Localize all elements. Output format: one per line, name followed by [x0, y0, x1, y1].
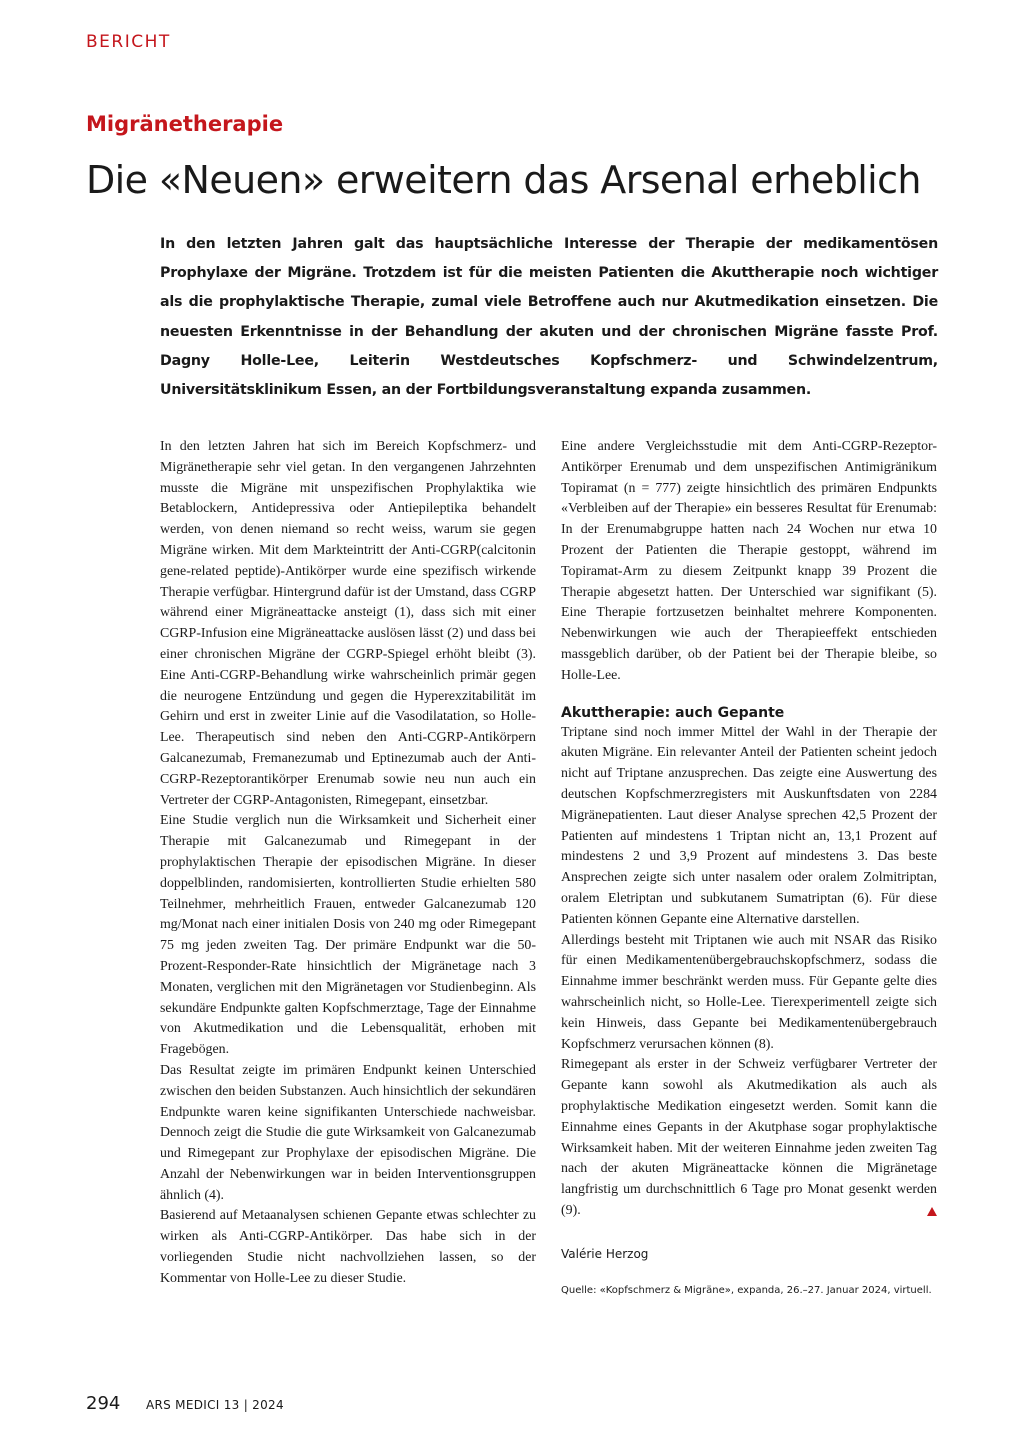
- body-paragraph-text: Rimegepant als erster in der Schweiz verfügbarer Vertreter der Gepante kann sowohl als Akutmedikation als auch als prophylaktische Medikation eingesetzt werden. Somit kann die Einnahme eines Gepants in der Akutphase sogar prophylaktische Wirksamkeit haben. Mit der weiteren Einnahme jeden zweiten Tag nach der akuten Migräneattacke können die Migränetage langfristig um durchschnittlich 6 Tage pro Monat gesenkt werden (9).: [561, 1057, 937, 1218]
- page-number: 294: [86, 1393, 121, 1414]
- body-column-right: [561, 437, 937, 1298]
- journal-issue: ARS MEDICI 13 | 2024: [146, 1398, 284, 1412]
- author-name: Valérie Herzog: [561, 1246, 649, 1261]
- body-paragraph: In den letzten Jahren hat sich im Bereich Kopfschmerz- und Migränetherapie sehr viel getan. In den vergangenen Jahrzehnten musste die Migräne mit unspezifischen Prophylaktika wie Betablockern, Antidepressiva oder Antiepileptika behandelt werden, von denen niemand so recht weiss, warum sie gegen Migräne wirken. Mit dem Markteintritt der Anti-CGRP(calcitonin gene-related peptide)-Antikörper wurde eine spezifisch wirkende Therapie verfügbar. Hintergrund dafür ist der Umstand, dass CGRP während einer Migräneattacke ansteigt (1), dass sich mit einer CGRP-Infusion eine Migräneattacke auslösen lässt (2) und dass bei einer chronischen Migräne der CGRP-Spiegel erhöht bleibt (3). Eine Anti-CGRP-Behandlung wirke wahrscheinlich primär gegen die neurogene Entzündung und gegen die Hyperexzitabilität im Gehirn und erst in zweiter Linie auf die Vasodilatation, so Holle-Lee. Therapeutisch sind neben den Anti-CGRP-Antikörpern Galcanezumab, Fremanezumab und Eptinezumab auch der Anti-CGRP-Rezeptorantikörper Erenumab sowie neu nun auch ein Vertreter der CGRP-Antagonisten, Rimegepant, einsetzbar.: [160, 439, 536, 808]
- article-lead: In den letzten Jahren galt das hauptsächliche Interesse der Therapie der medikamentösen Prophylaxe der Migräne. Trotzdem ist für die meisten Patienten die Akuttherapie noch wichtiger als die prophylaktische Therapie, zumal viele Betroffene auch nur Akutmedikation einsetzen. Die neuesten Erkenntnisse in der Behandlung der akuten und der chronischen Migräne fasste Prof. Dagny Holle-Lee, Leiterin Westdeutsches Kopfschmerz- und Schwindelzentrum, Universitätsklinikum Essen, an der Fortbildungsveranstaltung expanda zusammen.: [160, 236, 938, 399]
- body-paragraph: Basierend auf Metaanalysen schienen Gepante etwas schlechter zu wirken als Anti-CGRP-Antikörper. Das habe sich in der vorliegenden Studie nicht nachvollziehen lassen, so der Kommentar von Holle-Lee zu dieser Studie.: [160, 1208, 536, 1286]
- body-column-left: [160, 437, 536, 1290]
- body-paragraph: Allerdings besteht mit Triptanen wie auch mit NSAR das Risiko für einen Medikamentenübergebrauchskopfschmerz, sodass die Einnahme immer beschränkt werden muss. Für Gepante gelte dies wahrscheinlich nicht, so Holle-Lee. Tierexperimentell zeigte sich kein Hinweis, dass Gepante bei Medikamentenübergebrauch Kopfschmerz verursachen können (8).: [561, 932, 937, 1052]
- article-kicker: Migränetherapie: [86, 112, 284, 136]
- section-subheading: Akuttherapie: auch Gepante: [561, 704, 785, 721]
- section-label: BERICHT: [86, 32, 171, 52]
- body-paragraph: Das Resultat zeigte im primären Endpunkt keinen Unterschied zwischen den beiden Substanzen. Auch hinsichtlich der sekundären Endpunkte waren keine signifikanten Unterschiede nachweisbar. Dennoch zeigt die Studie die gute Wirksamkeit von Galcanezumab und Rimegepant zur Prophylaxe der episodischen Migräne. Die Anzahl der Nebenwirkungen war in beiden Interventionsgruppen ähnlich (4).: [160, 1062, 536, 1203]
- body-paragraph: Eine Studie verglich nun die Wirksamkeit und Sicherheit einer Therapie mit Galcanezumab und Rimegepant in der prophylaktischen Therapie der episodischen Migräne. In dieser doppelblinden, randomisierten, kontrollierten Studie erhielten 580 Teilnehmer, mehrheitlich Frauen, entweder Galcanezumab 120 mg/Monat nach einer initialen Dosis von 240 mg oder Rimegepant 75 mg jeden zweiten Tag. Der primäre Endpunkt war die 50-Prozent-Responder-Rate hinsichtlich der Migränetage nach 3 Monaten, verglichen mit den Migränetagen vor Studienbeginn. Als sekundäre Endpunkte galten Kopfschmerztage, Tage der Einnahme von Akutmedikation und die Lebensqualität, erhoben mit Fragebögen.: [160, 813, 536, 1058]
- end-of-article-icon: [927, 1207, 937, 1216]
- body-paragraph: Eine andere Vergleichsstudie mit dem Anti-CGRP-Rezeptor-Antikörper Erenumab und dem unspezifischen Antimigränikum Topiramat (n = 777) zeigte hinsichtlich des primären Endpunkts «Verbleiben auf der Therapie» ein besseres Resultat für Erenumab: In der Erenumabgruppe hatten nach 24 Wochen nur etwa 10 Prozent der Patienten die Therapie gestoppt, während im Topiramat-Arm zu diesem Zeitpunkt knapp 39 Prozent die Therapie abgesetzt hatten. Der Unterschied war signifikant (5). Eine Therapie fortzusetzen beinhaltet mehrere Komponenten. Nebenwirkungen wie auch der Therapieeffekt entschieden massgeblich darüber, ob der Patient bei der Therapie bleibe, so Holle-Lee.: [561, 439, 937, 683]
- article-title: Die «Neuen» erweitern das Arsenal erheblich: [86, 158, 921, 202]
- body-paragraph: Triptane sind noch immer Mittel der Wahl in der Therapie der akuten Migräne. Ein relevanter Anteil der Patienten scheint jedoch nicht auf Triptane anzusprechen. Das zeigte eine Auswertung des deutschen Kopfschmerzregisters mit Auskunftsdaten von 2284 Migränepatienten. Laut dieser Analyse sprechen 42,5 Prozent der Patienten auf mindestens 1 Triptan nicht an, 13,1 Prozent auf mindestens 2 und 3,9 Prozent auf mindestens 3. Das beste Ansprechen zeigte sich unter nasalem oder oralem Zolmitriptan, oralem Eletriptan und subkutanem Sumatriptan (6). Für diese Patienten können Gepante eine Alternative darstellen.: [561, 724, 937, 927]
- source-note: Quelle: «Kopfschmerz & Migräne», expanda, 26.–27. Januar 2024, virtuell.: [561, 1285, 932, 1297]
- body-paragraph-last: [561, 1055, 937, 1221]
